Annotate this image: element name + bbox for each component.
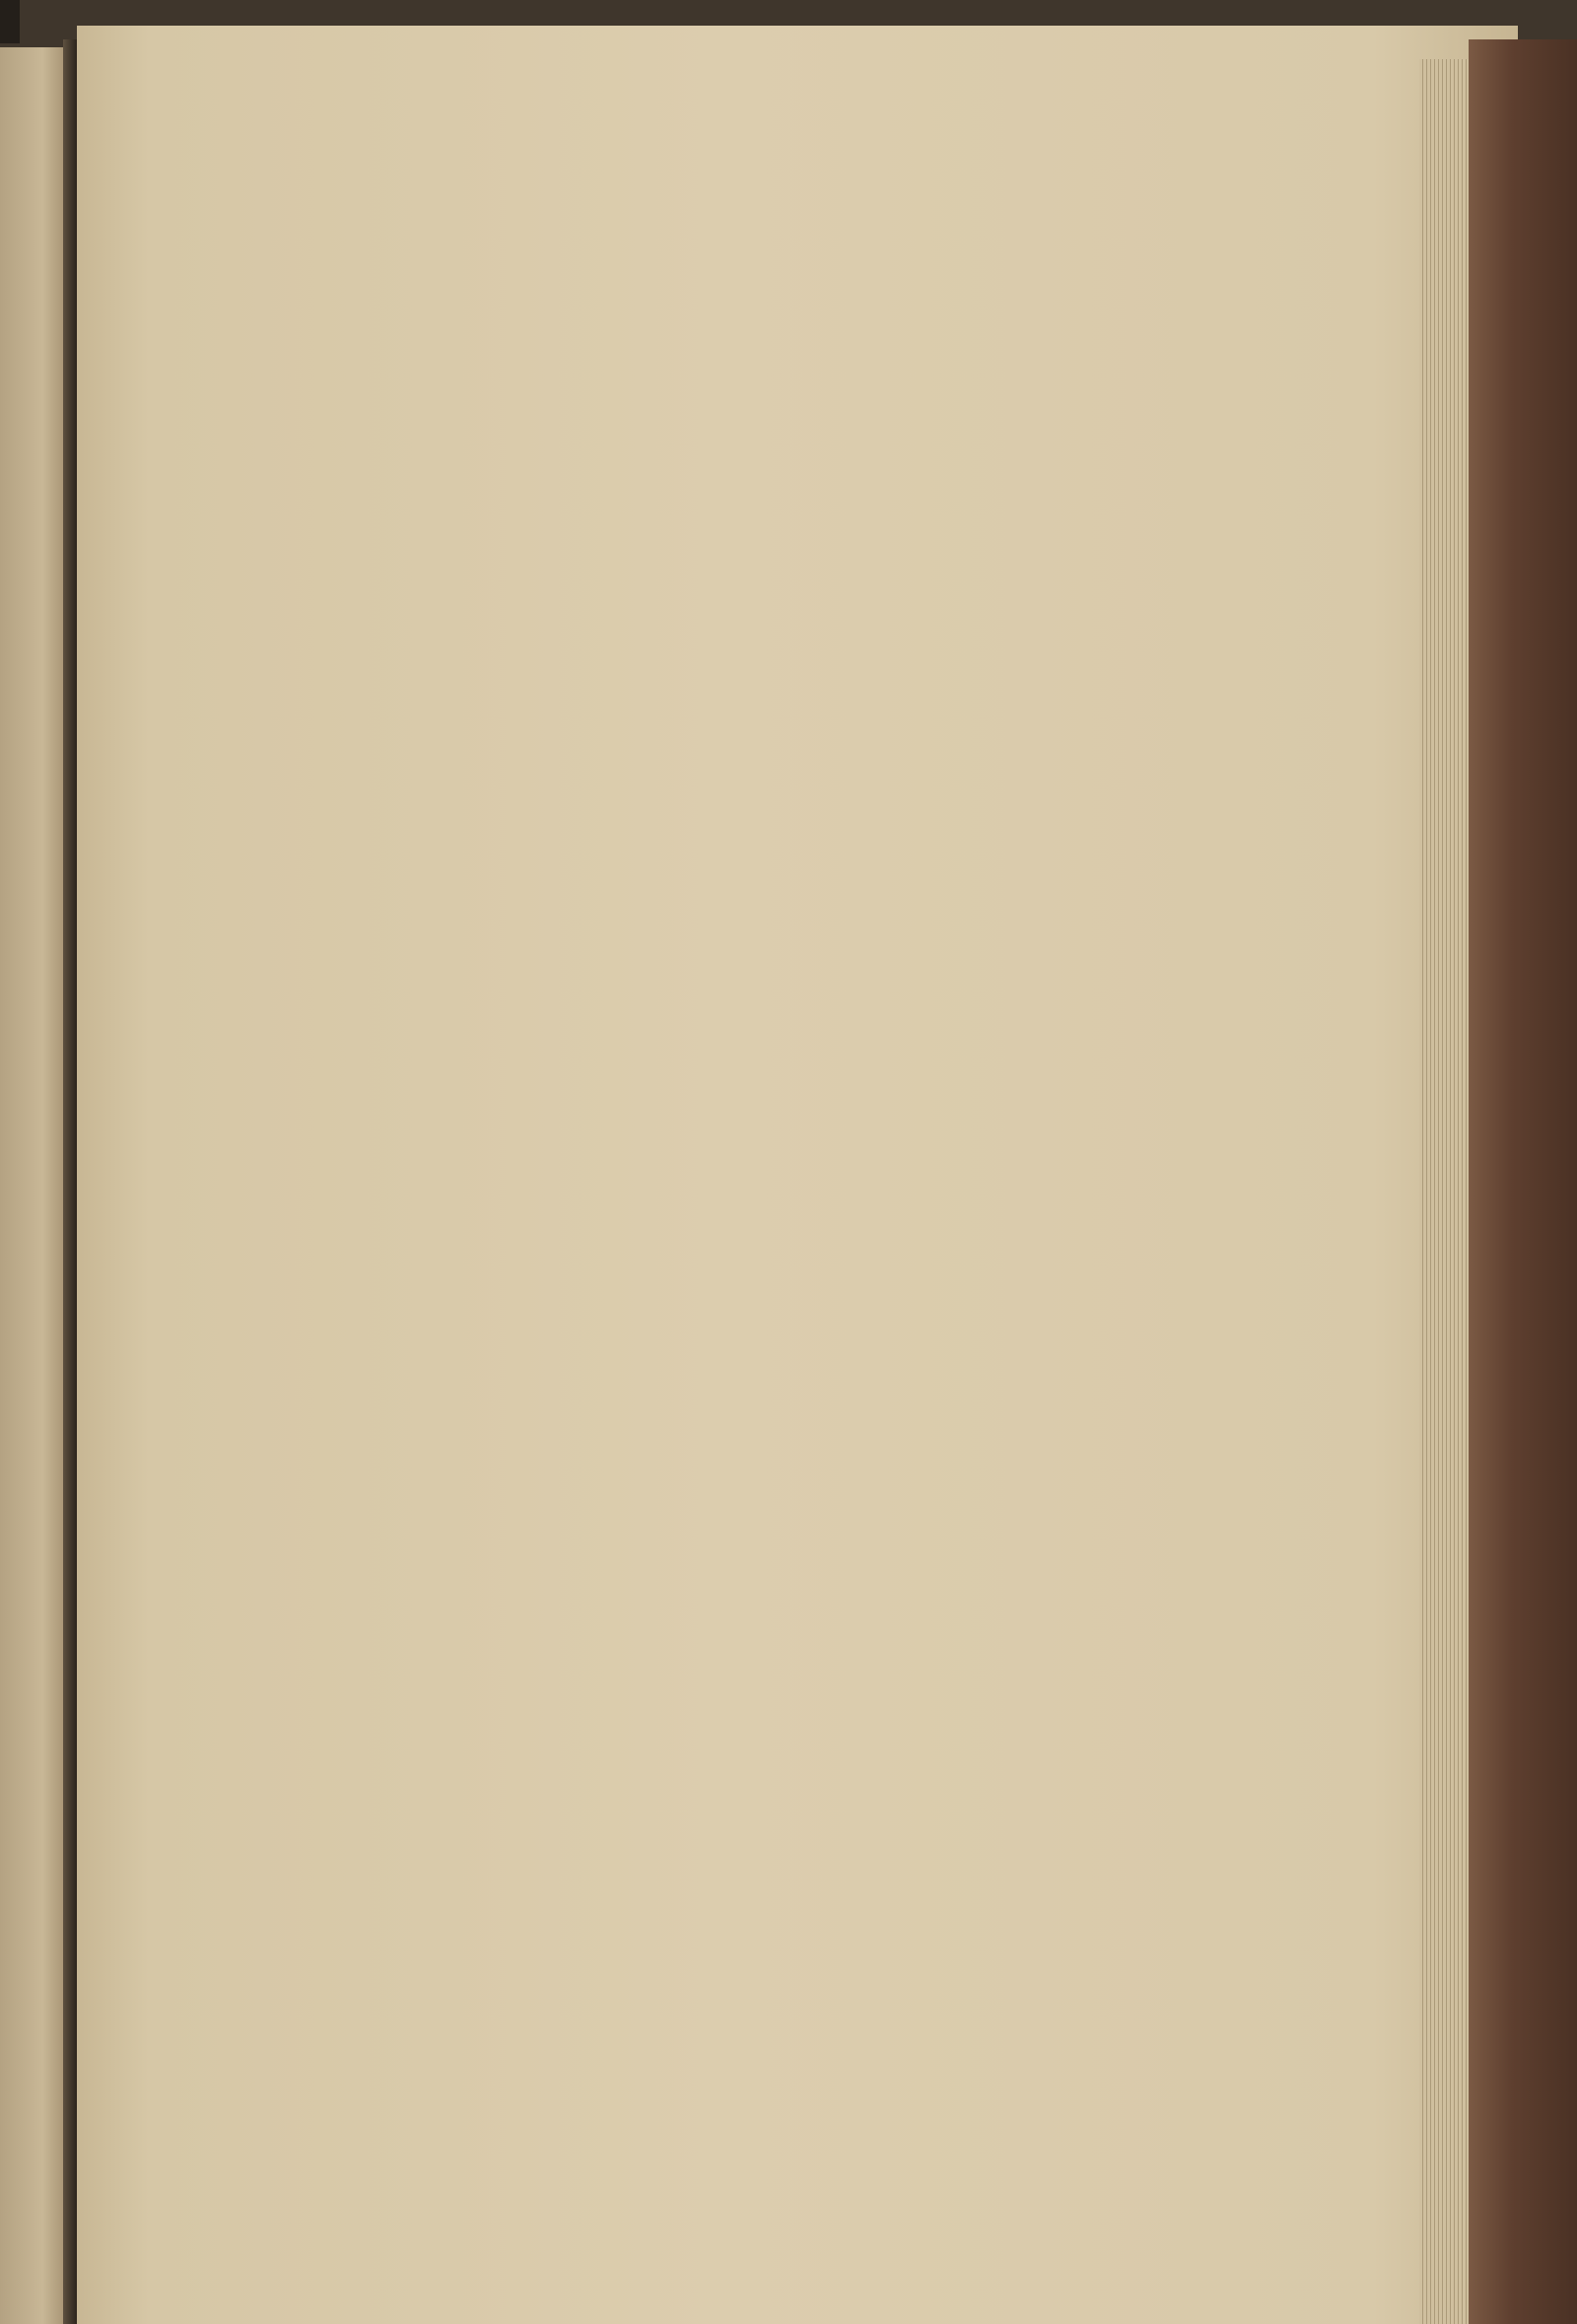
page-stack-edge [1419, 59, 1469, 2324]
previous-page-edge [0, 47, 71, 2324]
page [77, 26, 1518, 2324]
running-header [99, 148, 1301, 177]
book-cover-edge [1469, 39, 1577, 2324]
previous-page-fragments [9, 47, 68, 2324]
advertisement-banner [0, 0, 20, 43]
